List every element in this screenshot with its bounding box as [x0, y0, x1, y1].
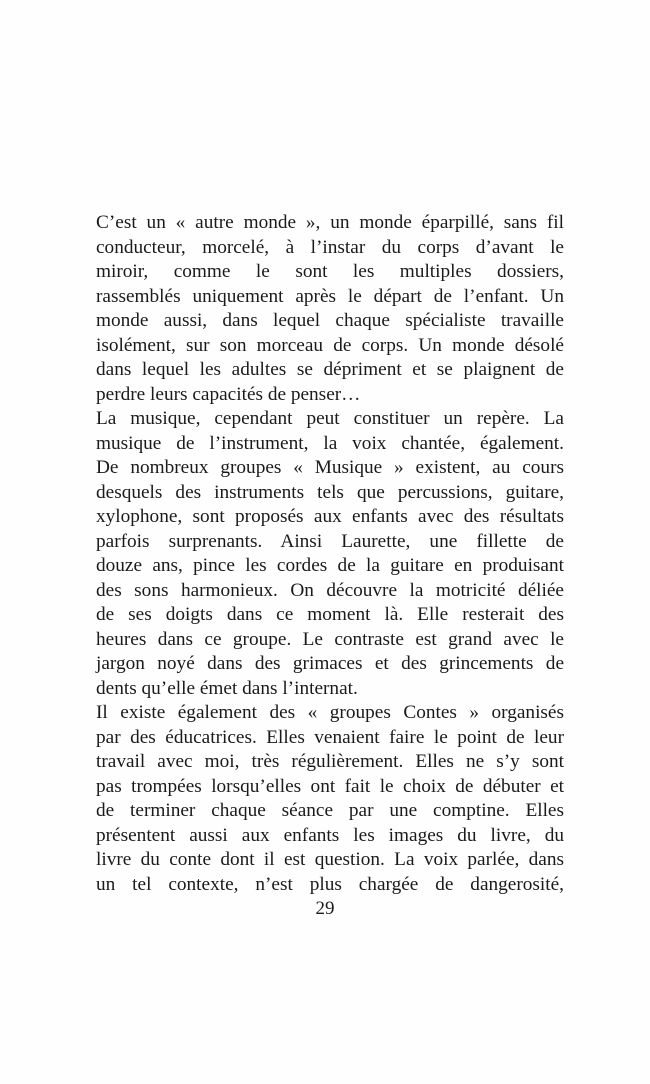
text-line: des sons harmonieux. On découvre la motricité déliée [96, 579, 564, 601]
text-line: conducteur, morcelé, à l’instar du corps d’avant le [96, 236, 564, 258]
text-line: par des éducatrices. Elles venaient faire le point de leur [96, 726, 564, 748]
text-line: dans lequel les adultes se dépriment et se plaignent de [96, 359, 564, 380]
text-line: pas trompées lorsqu’elles ont fait le choix de débuter et [96, 775, 564, 797]
text-line: présentent aussi aux enfants les images du livre, du [96, 824, 564, 846]
paragraph-3 [96, 701, 564, 897]
text-line: de terminer chaque séance par une comptine. Elles [96, 800, 564, 821]
body-text [96, 211, 564, 897]
text-line: parfois surprenants. Ainsi Laurette, une fillette de [96, 530, 564, 552]
text-line: douze ans, pince les cordes de la guitare en produisant [96, 555, 564, 576]
text-line: xylophone, sont proposés aux enfants avec des résultats [96, 506, 564, 527]
text-line: desquels des instruments tels que percussions, guitare, [96, 481, 564, 503]
text-line: La musique, cependant peut constituer un repère. La [96, 408, 564, 429]
paragraph-1 [96, 211, 564, 407]
text-line: Il existe également des « groupes Contes » organisés [96, 702, 564, 723]
text-line: perdre leurs capacités de penser… [96, 383, 361, 405]
text-line: dents qu’elle émet dans l’internat. [96, 677, 358, 699]
text-line: jargon noyé dans des grimaces et des grincements de [96, 653, 564, 674]
text-line: de ses doigts dans ce moment là. Elle resterait des [96, 604, 564, 625]
text-line: travail avec moi, très régulièrement. Elles ne s’y sont [96, 751, 564, 772]
text-line: monde aussi, dans lequel chaque spécialiste travaille [96, 310, 564, 331]
text-line: rassemblés uniquement après le départ de l’enfant. Un [96, 285, 564, 307]
text-line: C’est un « autre monde », un monde éparpillé, sans fil [96, 212, 564, 233]
page-number: 29 [315, 898, 335, 919]
text-line: livre du conte dont il est question. La voix parlée, dans [96, 849, 564, 870]
text-line: heures dans ce groupe. Le contraste est grand avec le [96, 628, 564, 650]
text-line: isolément, sur son morceau de corps. Un monde désolé [96, 334, 564, 356]
paragraph-2 [96, 407, 564, 701]
text-line: un tel contexte, n’est plus chargée de dangerosité, [96, 873, 564, 895]
text-line: miroir, comme le sont les multiples dossiers, [96, 261, 564, 282]
text-line: musique de l’instrument, la voix chantée, également. [96, 432, 564, 454]
text-line: De nombreux groupes « Musique » existent, au cours [96, 457, 564, 478]
